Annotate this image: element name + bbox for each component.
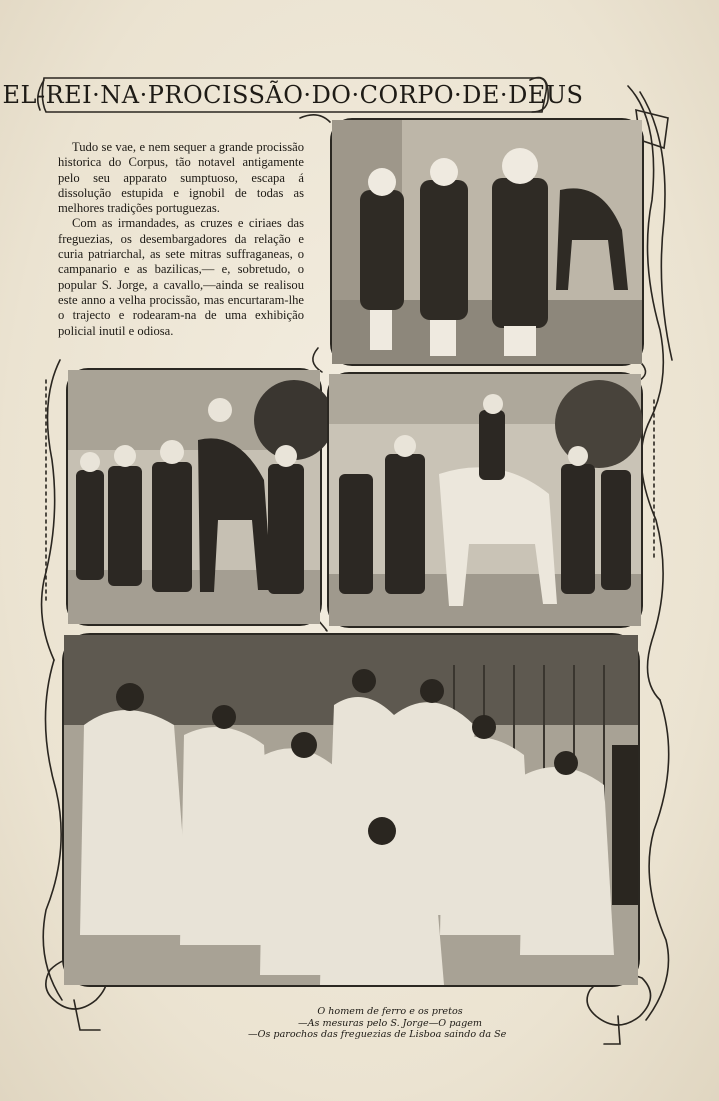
photo-parish-priests-leaving: [62, 633, 640, 987]
photo-the-page: [327, 372, 643, 628]
photo-iron-man-and-blacks: [330, 118, 644, 366]
caption-line: —As mesuras pelo S. Jorge—O pagem: [297, 1017, 482, 1029]
article-paragraph: Tudo se vae, e nem sequer a grande procissão historica do Corpus, tão notavel antigamente pelo seu apparato sumptuoso, escapa á dissolução estupida e ignobil de todas as melhores tradições portuguezas.: [58, 140, 304, 216]
page-title: EL-REI·NA·PROCISSÃO·DO·CORPO·DE·DEUS: [2, 81, 584, 109]
caption-line: O homem de ferro e os pretos: [317, 1006, 463, 1017]
photo-bows-to-st-george: [66, 368, 322, 626]
caption-line: —Os parochos das freguezias de Lisboa saindo da Se: [248, 1029, 507, 1041]
photo-captions: [250, 1006, 530, 1041]
article-text: [58, 140, 304, 339]
article-paragraph: Com as irmandades, as cruzes e ciriaes das freguezias, os desembargadores da relação e curia patriarchal, as sete mitras suffraganeas, o campanario e as bazilicas,— e, sobretudo, o popular S. Jorge, a cavallo,—ainda se realisou este anno a velha procissão, mas encurtaram-lhe o trajecto e rodearam-na de uma exhibição policial inutil e odiosa.: [58, 216, 304, 338]
